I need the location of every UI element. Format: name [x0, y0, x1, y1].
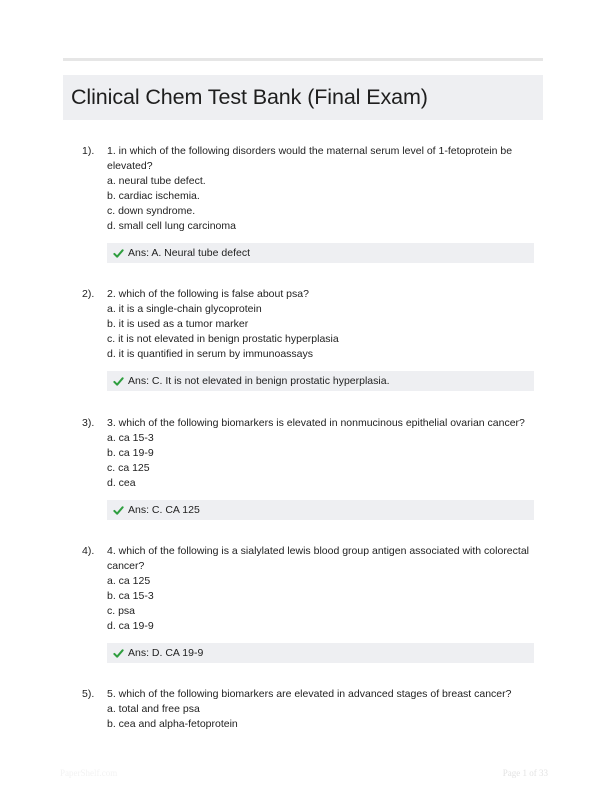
answer-box — [107, 643, 534, 663]
option-c: c. psa — [107, 605, 136, 617]
option-a: a. it is a single-chain glycoprotein — [107, 303, 262, 315]
question-number: 4). — [82, 545, 95, 557]
title-banner — [63, 75, 543, 120]
question-2 — [80, 287, 550, 391]
option-a: a. ca 15-3 — [107, 432, 154, 444]
option-c: c. ca 125 — [107, 462, 150, 474]
page-title: Clinical Chem Test Bank (Final Exam) — [71, 85, 428, 109]
option-d: d. ca 19-9 — [107, 620, 154, 632]
answer-box — [107, 500, 534, 520]
question-number: 1). — [82, 145, 95, 157]
option-d: d. it is quantified in serum by immunoassays — [107, 348, 314, 360]
question-body — [107, 544, 543, 634]
question-text: 2. which of the following is false about psa? — [107, 288, 309, 300]
question-4 — [80, 544, 550, 663]
option-d: d. small cell lung carcinoma — [107, 220, 236, 232]
option-b: b. cea and alpha-fetoprotein — [107, 718, 238, 730]
top-divider — [63, 58, 543, 61]
answer-box — [107, 371, 534, 391]
question-text: 1. in which of the following disorders would the maternal serum level of 1-fetoprotein be elevated? — [107, 145, 513, 172]
question-text: 3. which of the following biomarkers is elevated in nonmucinous epithelial ovarian cancer? — [107, 417, 525, 429]
check-icon — [113, 648, 124, 659]
option-b: b. cardiac ischemia. — [107, 190, 200, 202]
page-number: Page 1 of 33 — [502, 768, 548, 778]
question-body — [107, 144, 543, 234]
check-icon — [113, 376, 124, 387]
option-a: a. total and free psa — [107, 703, 200, 715]
footer-watermark: PaperShelf.com — [60, 768, 118, 778]
option-a: a. ca 125 — [107, 575, 151, 587]
question-body — [107, 416, 543, 491]
answer-box — [107, 243, 534, 263]
answer-text: Ans: A. Neural tube defect — [128, 247, 250, 259]
question-body — [107, 687, 543, 732]
check-icon — [113, 248, 124, 259]
question-body — [107, 287, 543, 362]
question-1 — [80, 144, 550, 263]
check-icon — [113, 505, 124, 516]
question-number: 3). — [82, 417, 95, 429]
option-d: d. cea — [107, 477, 136, 489]
answer-text: Ans: C. CA 125 — [128, 504, 200, 516]
option-b: b. ca 15-3 — [107, 590, 154, 602]
question-5 — [80, 687, 550, 732]
question-text: 4. which of the following is a sialylated lewis blood group antigen associated with colorectal cancer? — [107, 545, 529, 572]
answer-text: Ans: D. CA 19-9 — [128, 647, 204, 659]
option-c: c. down syndrome. — [107, 205, 196, 217]
option-c: c. it is not elevated in benign prostatic hyperplasia — [107, 333, 339, 345]
question-number: 2). — [82, 288, 95, 300]
question-3 — [80, 416, 550, 520]
question-text: 5. which of the following biomarkers are elevated in advanced stages of breast cancer? — [107, 688, 512, 700]
option-b: b. ca 19-9 — [107, 447, 154, 459]
option-b: b. it is used as a tumor marker — [107, 318, 249, 330]
question-number: 5). — [82, 688, 95, 700]
answer-text: Ans: C. It is not elevated in benign prostatic hyperplasia. — [128, 375, 390, 387]
option-a: a. neural tube defect. — [107, 175, 206, 187]
